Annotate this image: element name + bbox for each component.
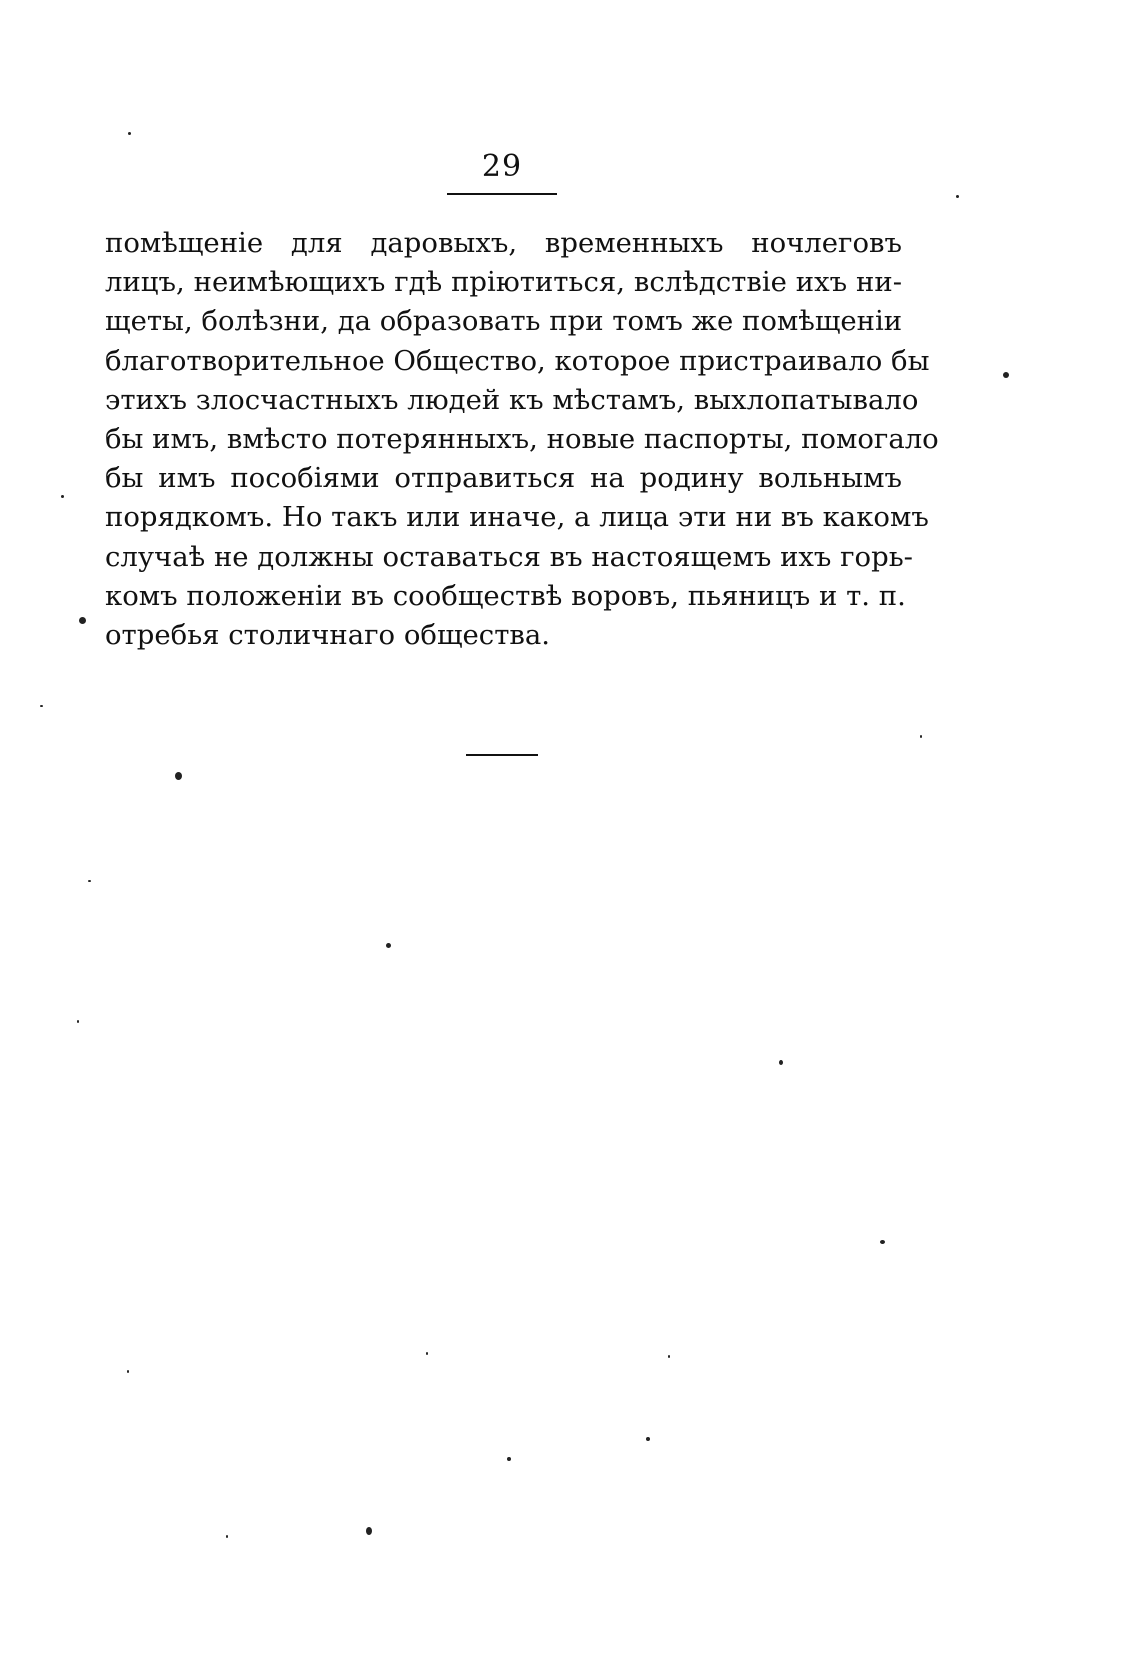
scan-speck xyxy=(880,1240,885,1244)
scan-speck xyxy=(1003,372,1009,378)
scan-speck xyxy=(226,1535,228,1538)
scan-speck xyxy=(507,1457,511,1461)
text-line: благотворительное Общество, которое пристраивало бы xyxy=(105,344,930,377)
scan-speck xyxy=(668,1355,670,1358)
scan-speck xyxy=(920,735,922,738)
scan-speck xyxy=(79,617,86,624)
scan-speck xyxy=(956,195,959,198)
text-line: этихъ злосчастныхъ людей къ мѣстамъ, выхлопатывало xyxy=(105,383,919,416)
text-line: бы имъ, вмѣсто потерянныхъ, новые паспорты, помогало xyxy=(105,422,939,455)
scan-speck xyxy=(426,1352,428,1355)
scan-speck xyxy=(366,1527,372,1535)
text-line: щеты, болѣзни, да образовать при томъ же помѣщеніи xyxy=(105,305,903,338)
text-line: случаѣ не должны оставаться въ настоящемъ ихъ горь- xyxy=(105,540,913,573)
text-line: комъ положеніи въ сообществѣ воровъ, пьяницъ и т. п. xyxy=(105,579,906,612)
scan-speck xyxy=(88,880,91,882)
page-number: 29 xyxy=(481,149,523,184)
text-line: помѣщеніе для даровыхъ, временныхъ ночлеговъ xyxy=(105,227,902,259)
scan-speck xyxy=(40,705,43,707)
text-line: порядкомъ. Но такъ или иначе, а лица эти ни въ какомъ xyxy=(105,501,929,534)
text-line: отребья столичнаго общества. xyxy=(105,618,551,651)
text-line: бы имъ пособіями отправиться на родину вольнымъ xyxy=(105,462,902,495)
scan-speck xyxy=(61,495,64,498)
scan-speck xyxy=(175,772,182,780)
header-rule xyxy=(447,193,557,195)
scan-speck xyxy=(779,1060,783,1065)
scan-speck xyxy=(646,1437,650,1441)
body-paragraph xyxy=(105,224,939,655)
scan-speck xyxy=(128,132,131,135)
text-line: лицъ, неимѣющихъ гдѣ пріютиться, вслѣдствіе ихъ ни- xyxy=(105,266,902,299)
scan-speck xyxy=(77,1020,79,1023)
scan-speck xyxy=(127,1370,129,1373)
end-rule xyxy=(466,754,538,756)
scan-speck xyxy=(386,943,391,948)
